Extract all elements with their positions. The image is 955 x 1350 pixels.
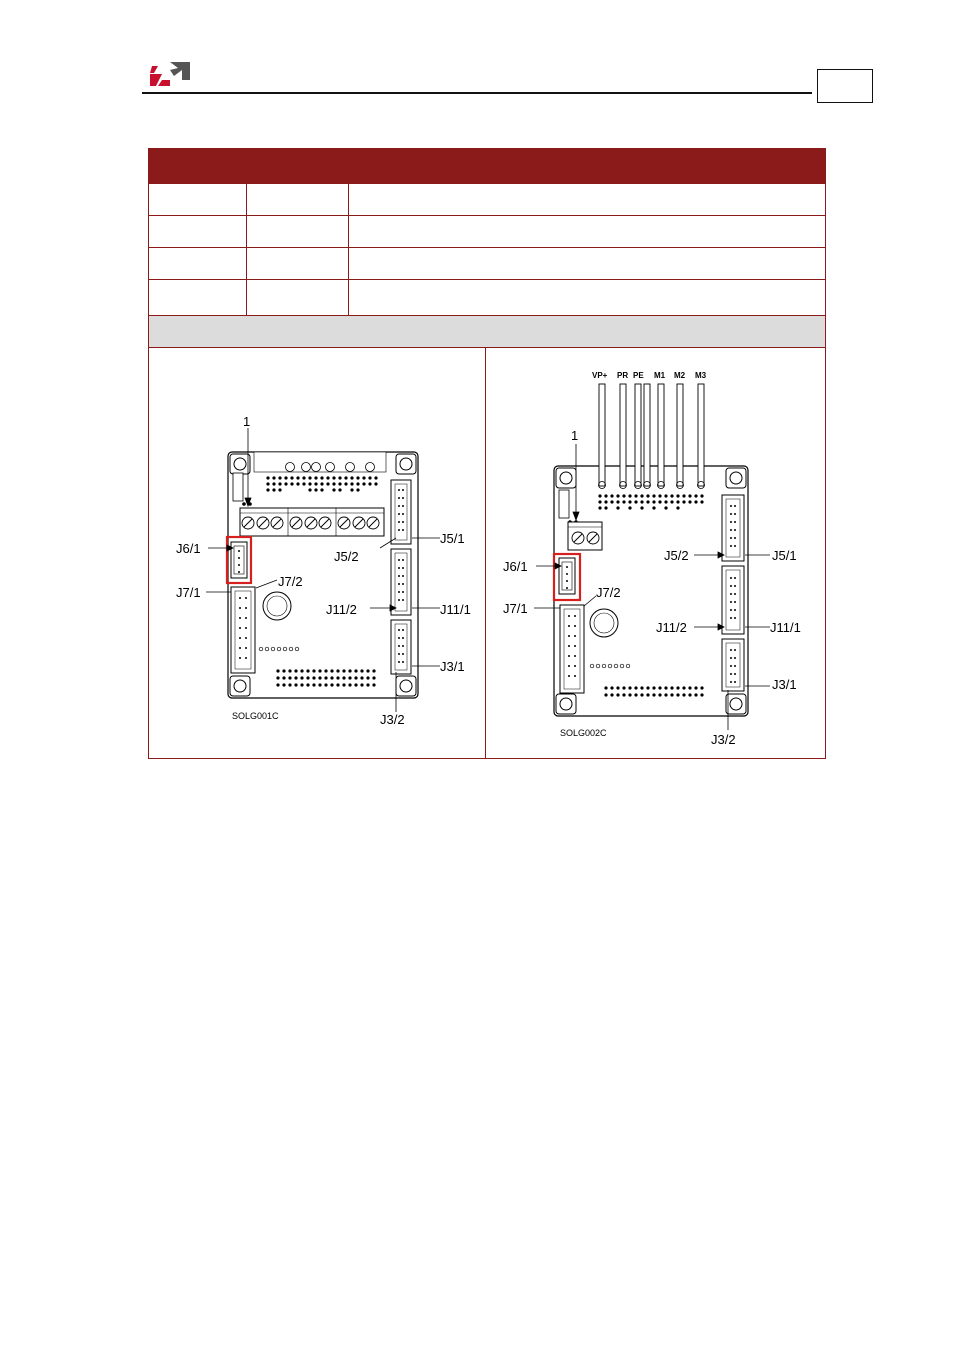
column-divider (348, 184, 349, 315)
pin-label: M3 (695, 371, 707, 380)
pin-label: M1 (654, 371, 666, 380)
label-j11-1: J11/1 (770, 620, 801, 635)
label-j3-1: J3/1 (772, 677, 797, 692)
pin-label: PR (617, 371, 629, 380)
label-j7-1: J7/1 (503, 601, 528, 616)
pin-label: M2 (674, 371, 686, 380)
table-row (149, 216, 825, 248)
callout-1: 1 (571, 428, 579, 443)
column-divider (246, 184, 247, 315)
section-bar (149, 315, 825, 348)
company-logo (148, 60, 192, 88)
label-j3-1: J3/1 (440, 659, 465, 674)
figure-caption: SOLG002C (560, 728, 607, 738)
label-j3-2: J3/2 (711, 732, 736, 747)
label-j7-2: J7/2 (596, 585, 621, 600)
label-j5-1: J5/1 (440, 531, 465, 546)
label-j11-1: J11/1 (440, 602, 471, 617)
label-j5-1: J5/1 (772, 548, 797, 563)
label-j7-1: J7/1 (176, 585, 201, 600)
table-title-bar (149, 149, 825, 184)
table-row (149, 282, 825, 315)
table-row (149, 184, 825, 216)
table-row (149, 248, 825, 280)
figure-caption: SOLG001C (232, 711, 279, 721)
board-diagram-solg001c (150, 350, 484, 756)
label-j5-2: J5/2 (664, 548, 689, 563)
label-j6-1: J6/1 (176, 541, 201, 556)
label-j11-2: J11/2 (656, 620, 687, 635)
page-number-box (817, 69, 873, 103)
label-j7-2: J7/2 (278, 574, 303, 589)
label-j5-2: J5/2 (334, 549, 359, 564)
pin-label: VP+ (592, 371, 608, 380)
label-j6-1: J6/1 (503, 559, 528, 574)
pin-labels (592, 371, 707, 380)
header-rule (142, 92, 812, 94)
board-diagram-solg002c (486, 350, 824, 756)
label-j3-2: J3/2 (380, 712, 405, 727)
label-j11-2: J11/2 (326, 602, 357, 617)
callout-1: 1 (243, 414, 251, 429)
pin-label: PE (633, 371, 644, 380)
